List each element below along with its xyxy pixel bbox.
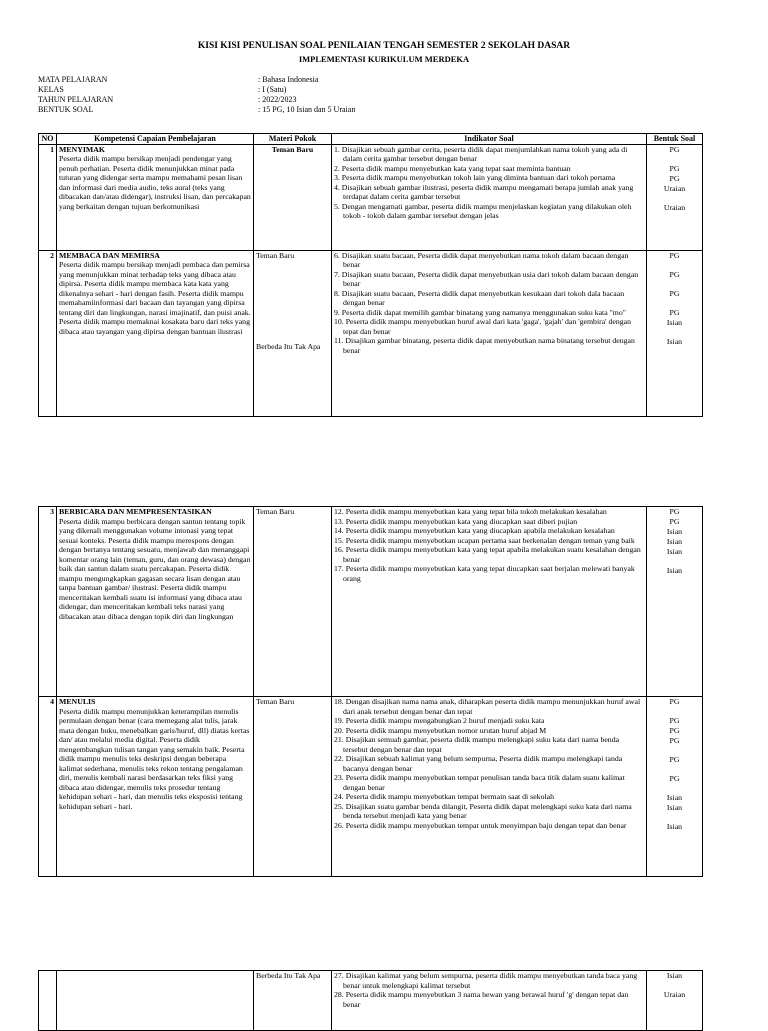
row-number: 3 [39, 507, 57, 697]
bentuk-item: Isian [666, 971, 683, 980]
kompetensi-cell [57, 250, 254, 416]
indikator-item: 16. Peserta didik mampu menyebutkan kata yang tepat apabila melakukan suatu kesalahan dengan benar [334, 545, 641, 564]
row-number: 1 [39, 144, 57, 250]
info-row [38, 105, 355, 115]
info-label: BENTUK SOAL [38, 105, 94, 114]
kompetensi-heading: BERBICARA DAN MEMPRESENTASIKAN [59, 507, 212, 516]
indikator-item: 24. Peserta didik mampu menyebutkan tempat bermain saat di sekolah [334, 792, 554, 801]
materi-item: Berbeda Itu Tak Apa [256, 971, 321, 980]
kompetensi-heading: MENULIS [59, 697, 96, 706]
indikator-item: 25. Disajikan suatu gambar benda dilangit, Peserta didik dapat melengkapi suku kata dari nama benda tersebut menjadi kata yang benar [334, 801, 632, 820]
table-row [39, 507, 703, 697]
indikator-item: 1. Disajikan sebuah gambar cerita, peserta didik dapat menjumlahkan nama tokoh yang ada di dalam cerita gambar tersebut dengan benar [334, 144, 628, 163]
kompetensi-cell [57, 971, 254, 1031]
info-value: : 2022/2023 [258, 95, 297, 104]
bentuk-item: PG [669, 774, 680, 783]
info-row [38, 85, 355, 95]
materi-item: Berbeda Itu Tak Apa [256, 342, 321, 351]
kompetensi-heading: MENYIMAK [59, 144, 105, 154]
indikator-item: 15. Peserta didik mampu menyebutkan ucapan pertama saat berkenalan dengan teman yang baik [334, 535, 635, 545]
indikator-item: 7. Disajikan suatu bacaan, Peserta didik dapat menyebutkan usia dari tokoh dalam bacaan dengan benar [334, 269, 639, 288]
materi-item: Teman Baru [271, 144, 314, 154]
bentuk-cell [647, 250, 703, 416]
bentuk-item: PG [669, 755, 680, 764]
indikator-cell [332, 144, 647, 250]
row-number: 2 [39, 250, 57, 416]
materi-cell [254, 250, 332, 416]
bentuk-cell [647, 144, 703, 250]
bentuk-cell [647, 507, 703, 697]
kompetensi-heading: MEMBACA DAN MEMIRSA [59, 250, 160, 260]
table-row [39, 144, 703, 250]
info-value: : I (Satu) [258, 85, 287, 94]
indikator-item: 11. Disajikan gambar binatang, peserta didik dapat menyebutkan nama binatang tersebut dengan benar [334, 336, 635, 355]
kompetensi-text: Peserta didik mampu bersikap menjadi pendengar yang penuh perhatian. Peserta didik menunjukkan minat pada tuturan yang didengar serta mampu memahami pesan lisan dan informasi dari media audio, teks aural (teks yang dibacakan dan/atau didengar), instruksi lisan, dan percakapan yang berkaitan dengan tujuan berkomunikasi [59, 154, 251, 211]
materi-cell [254, 971, 332, 1031]
kompetensi-text: Peserta didik mampu bersikap menjadi pembaca dan pemirsa yang menunjukkan minat terhadap teks yang dibaca atau dipirsa. Peserta didik mampu membaca kata kata yang dikenalnya sehari - hari dengan fasih. Peserta didik mampu memahamiinformasi dari bacaan dan tayangan yang dipirsa tentang diri dan lingkungan, narasi imajinatif, dan puisi anak. Peserta didik mampu memaknai kosakata baru dari teks yang dibaca atau tayangan yang dipirsa dengan bantuan ilustrasi [59, 260, 251, 336]
bentuk-item: PG [669, 517, 680, 526]
materi-item: Teman Baru [256, 250, 295, 260]
indikator-item: 19. Peserta didik mampu mengabungkan 2 huruf menjadi suku kata [334, 716, 545, 725]
document-subtitle: IMPLEMENTASI KURIKULUM MERDEKA [298, 54, 470, 64]
info-value: : Bahasa Indonesia [258, 75, 319, 84]
info-value: : 15 PG, 10 Isian dan 5 Uraian [258, 105, 356, 114]
bentuk-item: PG [669, 716, 680, 725]
bentuk-item: PG [669, 173, 680, 183]
bentuk-item: Uraian [663, 990, 686, 999]
col-materi-header: Materi Pokok [254, 134, 332, 145]
indikator-item: 12. Peserta didik mampu menyebutkan kata yang tepat bila tokoh melakukan kesalahan [334, 507, 607, 516]
bentuk-item: PG [669, 507, 680, 516]
info-label: MATA PELAJARAN [38, 75, 108, 84]
table-row [39, 697, 703, 877]
bentuk-item: PG [669, 250, 680, 260]
kompetensi-cell [57, 507, 254, 697]
bentuk-item: PG [669, 307, 680, 317]
kisi-table-part-2 [38, 506, 703, 877]
table-row [39, 250, 703, 416]
bentuk-item: Isian [666, 547, 683, 556]
kompetensi-cell [57, 144, 254, 250]
kompetensi-cell [57, 697, 254, 877]
indikator-cell [332, 971, 647, 1031]
bentuk-item: Uraian [663, 183, 686, 193]
materi-item: Teman Baru [256, 697, 295, 706]
indikator-cell [332, 250, 647, 416]
indikator-item: 2. Peserta didik mampu menyebutkan kata yang tepat saat meminta bantuan [334, 163, 571, 173]
kompetensi-text: Peserta didik mampu berbicara dengan santun tentang topik yang dikenali menggunakan volume intonasi yang tepat sesuai konteks. Peserta didik mampu merespons dengan dengan bertanya tentang sesuatu, menjawab dan menanggapi komentar orang lain (teman, guru, dan orang dewasa) dengan baik dan santun dalam suatu percakapan. Peserta didik mampu mengungkapkan gagasan secara lisan dengan atau tanpa bantuan gambar/ ilustrasi. Peserta didik mampu menceritakan kembali suatu isi informasi yang dibaca atau didengar, dan menceritakan kembali teks narasi yang dibacakan atau dibaca dengan topik diri dan lingkungan [59, 516, 251, 621]
table-header-row [39, 134, 703, 145]
col-no-header: NO [39, 134, 57, 145]
bentuk-item: PG [669, 269, 680, 279]
indikator-item: 5. Dengan mengamati gambar, peserta didik mampu menjelaskan kegiatan yang dilakukan oleh tokoh - tokoh dalam gambar tersebut dengan jelas [334, 201, 632, 220]
indikator-item: 27. Disajikan kalimat yang belum sempurna, peserta didik mampu menyebutkan tanda baca yang benar untuk melengkapi kalimat tersebut [334, 971, 638, 990]
indikator-item: 14. Peserta didik mampu menyebutkan kata yang diucapkan apabila melakukan kesalahan [334, 526, 615, 535]
bentuk-item: PG [669, 144, 680, 154]
info-block [38, 75, 355, 115]
bentuk-cell [647, 971, 703, 1031]
bentuk-item: Isian [666, 336, 683, 346]
info-label: KELAS [38, 85, 64, 94]
indikator-item: 17. Peserta didik mampu menyebutkan kata yang tepat diucapkan saat berjalan melewati banyak orang [334, 564, 635, 583]
bentuk-item: PG [669, 697, 680, 706]
indikator-item: 26. Peserta didik mampu menyebutkan tempat untuk menyimpan baju dengan tepat dan benar [334, 820, 627, 830]
bentuk-item: PG [669, 288, 680, 298]
bentuk-item: Isian [666, 537, 683, 546]
info-label: TAHUN PELAJARAN [38, 95, 114, 104]
indikator-item: 9. Peserta didik dapat memilih gambar binatang yang namanya menggunakan suku kata "mo" [334, 307, 626, 317]
indikator-item: 23. Peserta didik mampu menyebutkan tempat penulisan tanda baca titik dalam suatu kalimat dengan benar [334, 773, 625, 792]
info-row [38, 75, 355, 85]
bentuk-item: Isian [666, 527, 683, 536]
materi-cell [254, 144, 332, 250]
indikator-item: 10. Peserta didik mampu menyebutkan huruf awal dari kata 'gaga', 'gajah' dan 'gembira' dengan tepat dan benar [334, 317, 632, 336]
document-title: KISI KISI PENULISAN SOAL PENILAIAN TENGAH SEMESTER 2 SEKOLAH DASAR [197, 41, 571, 51]
indikator-item: 28. Peserta didik mampu menyebutkan 3 nama hewan yang berawal huruf 'g' dengan tepat dan benar [334, 990, 629, 1009]
materi-cell [254, 697, 332, 877]
indikator-item: 21. Disajikan semuah gambar, peserta didik mampu melengkapi suku kata dari nama benda tersebut dengan benar dan tepat [334, 735, 620, 754]
info-row [38, 95, 355, 105]
kisi-table-part-3 [38, 970, 703, 1031]
table-row [39, 971, 703, 1031]
indikator-item: 8. Disajikan suatu bacaan, Peserta didik dapat menyebutkan kesukaan dari tokoh dala bacaan dengan benar [334, 288, 625, 307]
bentuk-item: Isian [666, 566, 683, 575]
indikator-item: 4. Disajikan sebuah gambar ilustrasi, peserta didik mampu mengamati berapa jumlah anak yang terdapat dalam cerita gambar tersebut [334, 182, 634, 201]
bentuk-item: PG [669, 736, 680, 745]
row-number: 4 [39, 697, 57, 877]
indikator-item: 3. Peserta didik mampu menyebutkan tokoh lain yang diminta bantuan dari tokoh pertama [334, 173, 616, 182]
indikator-item: 22. Disajikan sebuah kalimat yang belum sempurna, Peserta didik mampu melengkapi tanda bacanya dengan benar [334, 754, 623, 773]
col-indikator-header: Indikator Soal [332, 134, 647, 145]
indikator-item: 18. Dengan disajikan nama nama anak, diharapkan peserta didik mampu menunjukkan huruf awal dari anak tersebut dengan benar dan tepat [334, 697, 641, 716]
bentuk-cell [647, 697, 703, 877]
bentuk-item: Isian [666, 793, 683, 802]
bentuk-item: Isian [666, 822, 683, 831]
kompetensi-text: Peserta didik mampu menunjukkan keterampilan menulis permulaan dengan benar (cara memegang alat tulis, jarak mata dengan buku, menebalkan garis/huruf, dll) diatas kertas dan/ atau melalui media digital. Peserta didik mengembangkan tulisan tangan yang semakin baik. Peserta didik mampu menulis teks deskripsi dengan beberapa kalimat sederhana, menulis teks rekon tentang pengalaman diri, menulis kembali narasi berdasarkan teks fiksi yang dibaca atau didengar, menulis teks prosedur tentang kehidupan sehari - hari, dan menulis teks eksposisi tentang kehidupan sehari - hari. [59, 706, 250, 811]
col-bentuk-header: Bentuk Soal [647, 134, 703, 145]
col-kompetensi-header: Kompetensi Capaian Pembelajaran [57, 134, 254, 145]
kisi-table-part-1 [38, 133, 703, 417]
indikator-item: 13. Peserta didik mampu menyebutkan kata yang diucapkan saat diberi pujian [334, 516, 578, 526]
bentuk-item: PG [669, 726, 680, 735]
bentuk-item: Isian [666, 317, 683, 327]
indikator-cell [332, 697, 647, 877]
indikator-cell [332, 507, 647, 697]
indikator-item: 20. Peserta didik mampu menyebutkan nomor urutan huruf abjad M [334, 725, 547, 735]
materi-item: Teman Baru [256, 507, 295, 516]
bentuk-item: Isian [666, 803, 683, 812]
row-number [39, 971, 57, 1031]
bentuk-item: Uraian [663, 202, 686, 212]
bentuk-item: PG [669, 163, 680, 173]
indikator-item: 6. Disajikan suatu bacaan, Peserta didik dapat menyebutkan nama tokoh dalam bacaan dengan benar [334, 250, 629, 269]
materi-cell [254, 507, 332, 697]
